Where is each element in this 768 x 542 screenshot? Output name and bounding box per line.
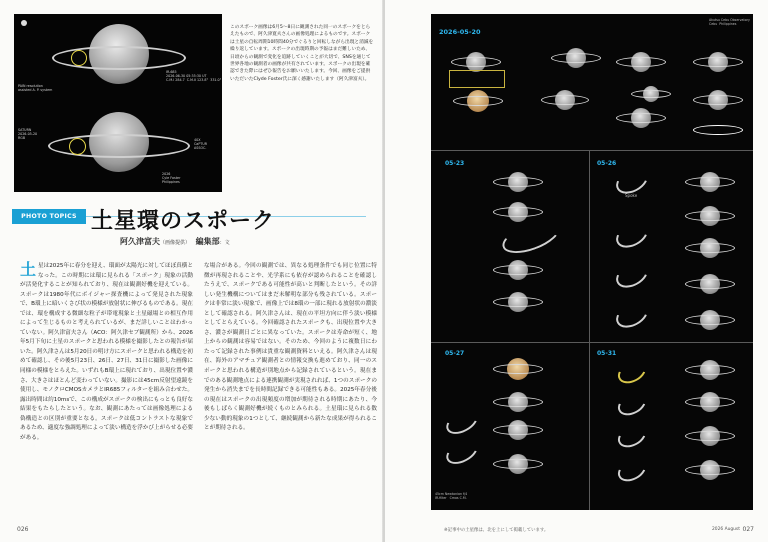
body-text-1: 星は2025年に春分を迎え、環面が太陽光に対してほぼ真横となった。この時期には環に見られる「スポーク」現象の活動が活発化することが知られており、現在は観測好機を迎えている。スポークは1980年代にボイジャー探査機によって発見された現象で、B環上に暗いくさび状の模様が放射状に伸びるものである。現在では、環を構成する微細な粒子が帯電現象と土星磁場との相互作用によって生じるものと考えられているが、まだ詳しいことはわかっていない。阿久津富夫さん（ACO：阿久津セブ観測所）から、2026年5月下旬に土星のスポークと思われる模様を撮影したとの報告が届いた。阿久津さんは5月20日の明け方にスポークと思われる構造を初めて確認し、その後5月23日、26日、27日、31日に撮影した画像に同様の模様をとらえた。いずれもB環上に現れており、出現位置や濃さ、大きさはほとんど変わっていない。撮影には45cm反射望遠鏡を使用し、モノクロCMOSカメラとIR685フィルターを組み合わせた。露出時間は約10msで、この構成がスポークの検出にもっとも良好な結果をもたらしたという。なお、観測にあたっては画像処理による偽構造との区別が重要となる。スポークは低コントラストな現象であるため、適度な強調処理によって淡い構造を浮かび上がらせる必要がある。 [20, 263, 194, 441]
saturn-thumb [685, 390, 735, 414]
panel-divider [589, 342, 590, 510]
saturn-thumb [493, 418, 543, 442]
photo-note-bottom-right: 40X CaPTUR ASSOC. [194, 138, 208, 150]
saturn-thumb [616, 106, 666, 130]
saturn-thumb [685, 458, 735, 482]
saturn-photo-composite [14, 14, 222, 192]
saturn-image-panel [431, 14, 753, 510]
panel-label-0527: 05-27 [445, 350, 465, 357]
saturn-thumb [693, 88, 743, 112]
ring-arc [612, 297, 652, 332]
photo-note-bottom-left: SATURN 2026-05-20 RGB [18, 128, 38, 140]
photo-note-bottom-mid: 2026 Cyle Foster Philippines [162, 172, 181, 184]
photo-caption: このスポーク画像は6月5〜8日に観測された同一のスポークをとらえたもので、阿久津寛夫さんの画像処理によるものです。スポークは土星の自転周期10時間40分でぐるりと回転しながら出現と消滅を繰り返しています。スポークの出現時期の予報はまだ難しいため、日頃からの観測で変化を追跡していくことが大切で、SNSを通じて世界各地の観測者の画像が共有されています。スポークの出現を確認できた際にはぜひ報告をお願いいたします。今回、画像をご提供いただいたClyde Foster氏に深く感謝いたします（阿久津富夫）。 [230, 25, 374, 82]
photo-note-top-left: PAIN resolution assisted A. P. system [18, 84, 53, 92]
panel-divider [589, 150, 590, 342]
footnote: ※記事中の土星像は、北を上にして掲載しています。 [444, 528, 549, 533]
saturn-thumb [685, 170, 735, 194]
saturn-thumb [551, 46, 601, 70]
saturn-thumb [493, 290, 543, 314]
left-page [0, 0, 383, 542]
panel-date-title: 2026-05-20 [439, 28, 481, 36]
saturn-thumb [453, 88, 503, 114]
spoke-highlight-circle [71, 50, 87, 66]
telescope-credit: 45cm Newtonian f/4 IR-filter Cmos C.M. [435, 492, 468, 500]
body-column-1 [20, 262, 193, 443]
panel-label-0526: 05-26 [597, 160, 617, 167]
saturn-thumb [493, 452, 543, 476]
saturn-thumb [693, 120, 743, 140]
spoke-inset-box [449, 70, 505, 88]
observatory-credit: Akutsu Cebu Observatory Cebu Philippines [709, 18, 750, 26]
ring-arc [614, 420, 650, 452]
saturn-thumb [493, 170, 543, 194]
saturn-thumb [631, 84, 671, 104]
ring-arc [614, 454, 650, 486]
saturn-thumb [616, 50, 666, 74]
byline-role-1: （画像提供） [160, 240, 191, 246]
ring-arc [442, 435, 481, 469]
panel-label-0531: 05-31 [597, 350, 617, 357]
spoke-highlight-circle [69, 138, 86, 155]
article-title: 土星環のスポーク [91, 208, 276, 234]
section-tag: PHOTO TOPICS [12, 209, 86, 224]
spoke-label: Spoke [625, 193, 638, 198]
panel-label-0523: 05-23 [445, 160, 465, 167]
saturn-thumb [693, 50, 743, 74]
byline-role-2: ：文 [219, 240, 230, 246]
photo-note-top-right: IR-685 2026-06-30 05:35:30 UT C.M.I 284.7 C.M.II 123.8° 331.0° [166, 70, 222, 82]
saturn-thumb [685, 236, 735, 260]
ring-arc [614, 356, 650, 388]
saturn-thumb [493, 356, 543, 382]
byline-name-2: 編集部 [195, 236, 220, 246]
saturn-thumb [493, 258, 543, 282]
saturn-thumb [493, 390, 543, 414]
saturn-thumb [493, 200, 543, 224]
issue-date: 2026 August [712, 527, 740, 532]
saturn-thumb [685, 204, 735, 228]
saturn-thumb [685, 308, 735, 332]
ring-arc [614, 388, 650, 420]
panel-divider [431, 342, 753, 343]
saturn-thumb [685, 424, 735, 448]
page-number-left: 026 [17, 526, 29, 533]
page-number-right: 027 [742, 526, 754, 533]
saturn-thumb [685, 358, 735, 382]
ring-arc [442, 405, 481, 439]
byline-name-1: 阿久津富夫 [120, 236, 160, 246]
article-byline [120, 236, 230, 247]
panel-divider [431, 150, 753, 151]
body-column-2: な場合がある。今回の観測では、異なる処理条件でも同じ位置に特徴が再現されることや、光学系にも依存が認められることを確認したうえで、スポークである可能性が高いと判断したという。その詳しい発生機構についてはまだ未解明な部分も残されている。スポークは非常に淡い現象で、画像上では8環の一部に現れる放射状の濃淡として確認される。阿久津さんは、現在の平坦方向に伴う淡い模様としてとらえている。今回確認されたスポークも、出現位置や大きさ、濃さが観測日ごとに異なっていた。スポークは寿命が短く、地上からの観測は容易ではない。そのため、今回のように複数日にわたって記録された事例は貴重な観測資料といえる。阿久津さんは現在、海外のアマチュア観測者との情報交換も進めており、同一のスポークと思われる構造が別地点から記録されているという。現在までのある観測地点による連携観測が実現されれば、1つのスポークの発生から消失までを長時間記録できる可能性もある。2025年春分後の現在はスポークの出現頻度の増加が期待される時期にあたり、今後もしばらく観測好機が続くものとみられる。土星環に見られる数少ない動的現象の1つとして、継続観測から新たな成果が得られることが期待される。 [204, 263, 377, 432]
drop-cap: 土 [20, 260, 37, 279]
ring-arc [612, 257, 652, 292]
saturn-thumb [541, 88, 589, 112]
planet-marker-icon [21, 20, 27, 26]
ring-arc [612, 217, 652, 252]
saturn-thumb [685, 272, 735, 296]
